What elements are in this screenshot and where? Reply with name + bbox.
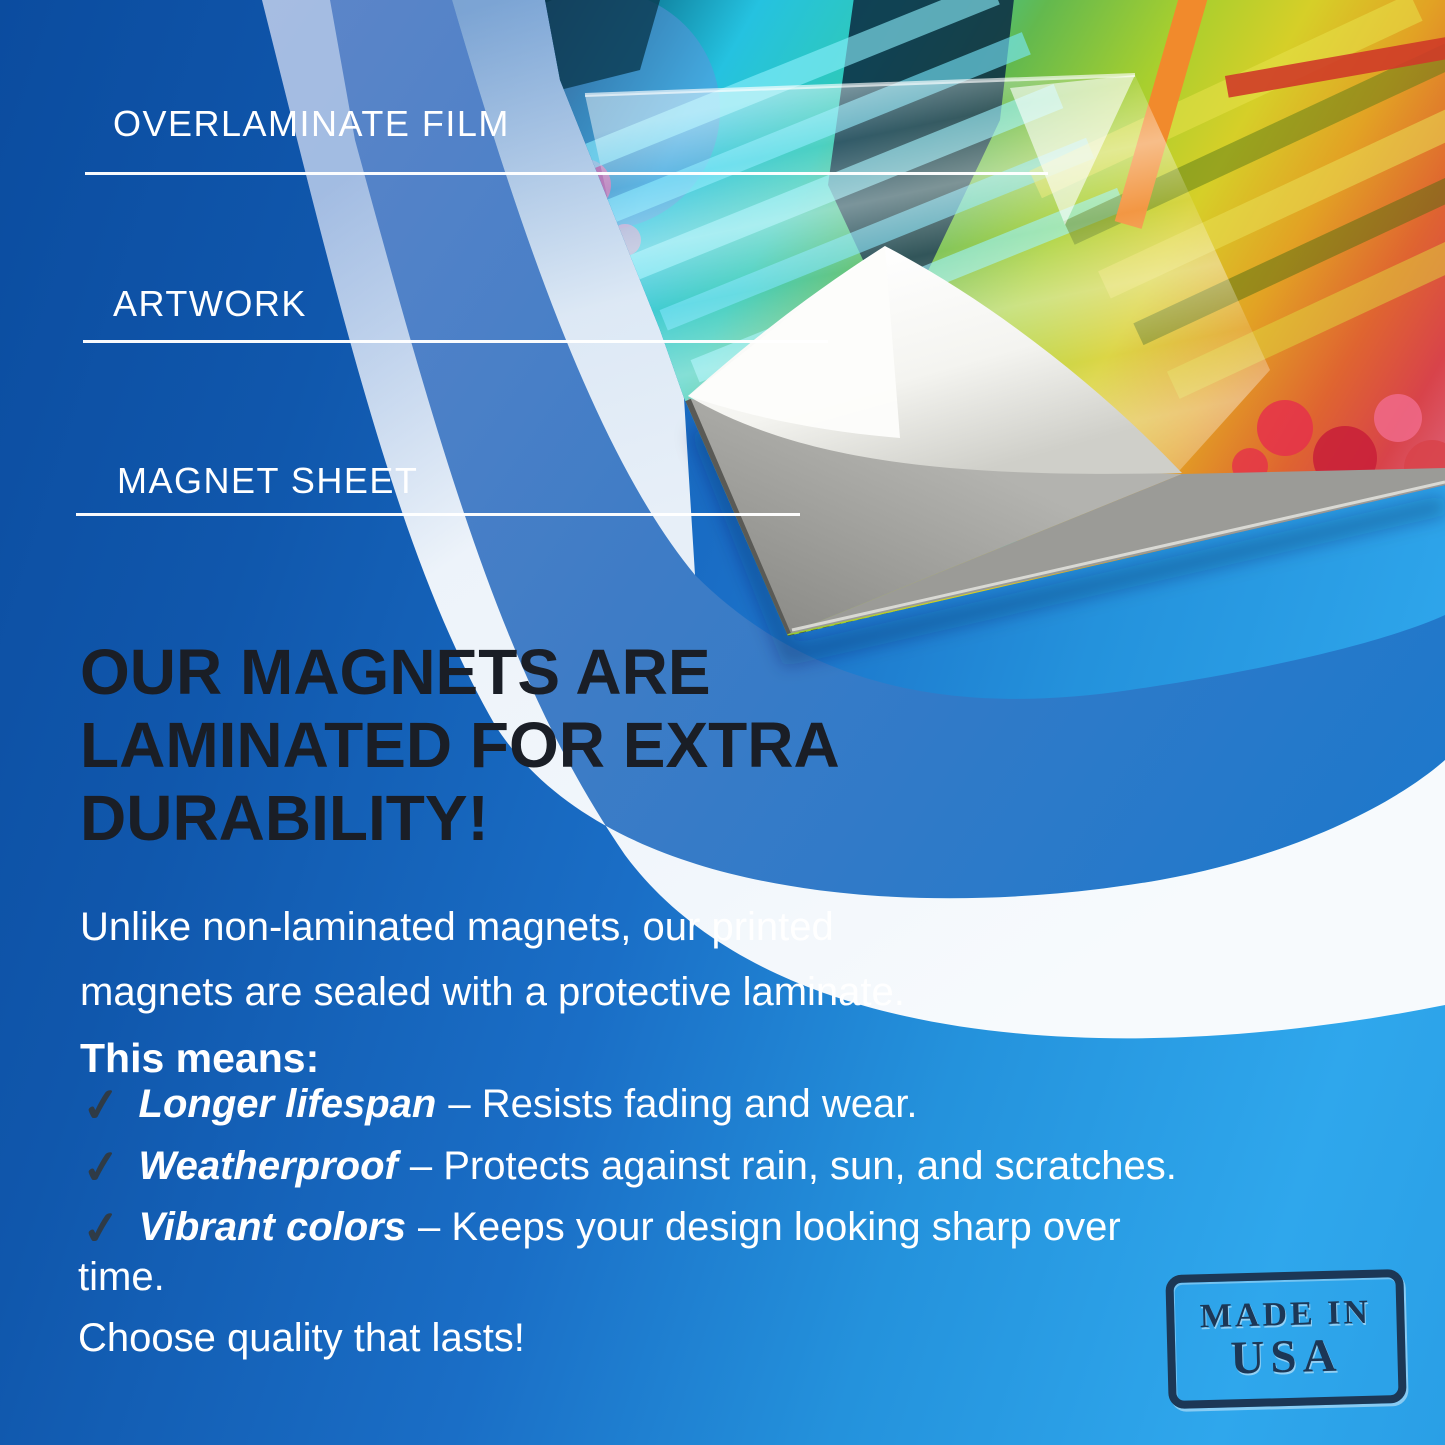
leader-line-magnet	[76, 513, 800, 516]
photo-flower	[1257, 400, 1313, 456]
check-icon: ✓	[79, 1139, 124, 1195]
check-item-text: – Keeps your design looking sharp over	[418, 1205, 1121, 1249]
leader-line-overlaminate	[85, 172, 1048, 175]
headline	[80, 636, 840, 855]
check-item-title: Longer lifespan	[138, 1082, 437, 1126]
check-item-title: Vibrant colors	[138, 1205, 407, 1249]
headline-line-3: DURABILITY!	[80, 782, 489, 854]
photo-flower	[1374, 394, 1422, 442]
check-item-title: Weatherproof	[138, 1144, 398, 1188]
label-overlaminate-film: OVERLAMINATE FILM	[113, 103, 510, 144]
body-line-1: Unlike non-laminated magnets, our printed	[80, 905, 834, 949]
body-closing: Choose quality that lasts!	[78, 1316, 525, 1360]
made-in-usa-stamp	[1165, 1269, 1406, 1409]
label-magnet-sheet: MAGNET SHEET	[117, 460, 419, 501]
body-lead: This means:	[80, 1035, 320, 1081]
check-item-vibrant	[79, 1200, 1121, 1256]
label-artwork: ARTWORK	[113, 283, 307, 324]
check-icon: ✓	[79, 1077, 124, 1133]
check-item-weatherproof	[79, 1139, 1177, 1195]
check-item-text: – Resists fading and wear.	[448, 1082, 918, 1126]
check-icon: ✓	[79, 1200, 124, 1256]
check-item-lifespan	[79, 1077, 918, 1133]
check-item-text: – Protects against rain, sun, and scratches.	[409, 1144, 1177, 1188]
headline-line-1: OUR MAGNETS ARE	[80, 636, 711, 708]
stamp-line-1: MADE IN	[1199, 1293, 1372, 1336]
headline-line-2: LAMINATED FOR EXTRA	[80, 709, 840, 781]
body-overflow: time.	[78, 1255, 165, 1299]
leader-line-artwork	[83, 340, 828, 343]
body-line-2: magnets are sealed with a protective laminate.	[80, 970, 905, 1014]
stamp-line-2: USA	[1229, 1329, 1344, 1385]
